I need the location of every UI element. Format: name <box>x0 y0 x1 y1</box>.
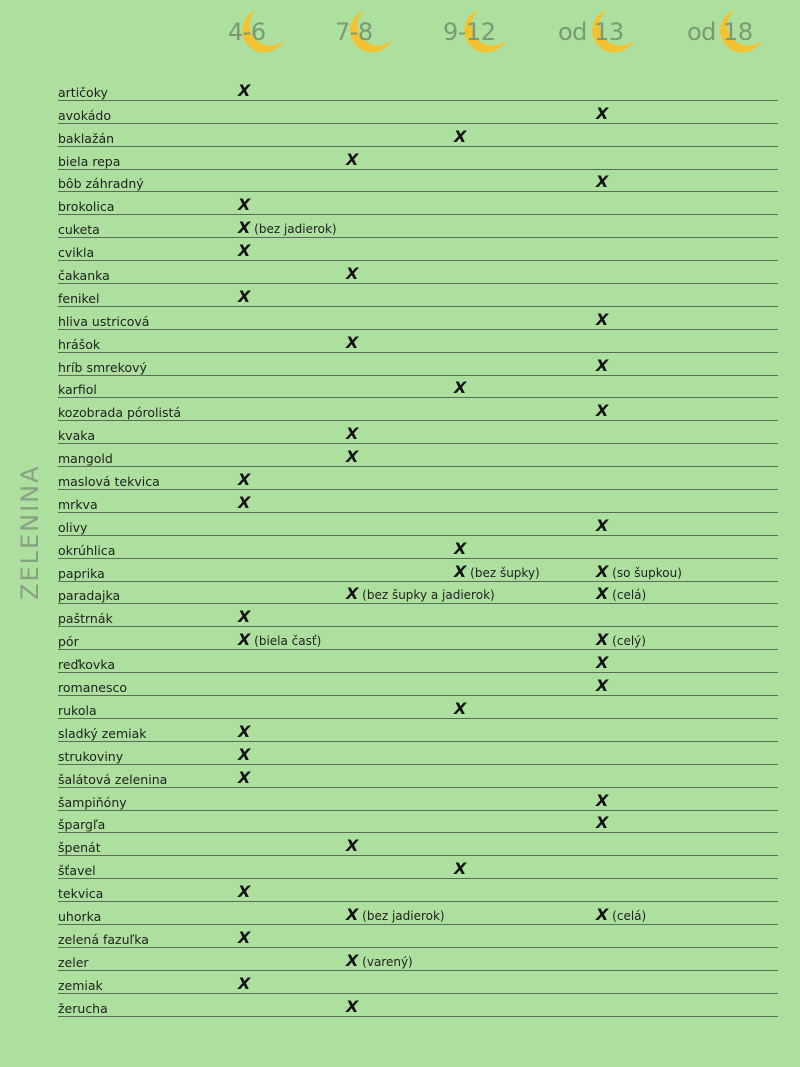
age-mark-cell <box>596 813 608 832</box>
age-mark-cell <box>454 859 466 878</box>
check-mark: X <box>238 882 251 902</box>
table-row <box>58 582 778 605</box>
vegetable-name: strukoviny <box>58 748 124 764</box>
check-mark: X <box>454 859 467 879</box>
check-mark: X <box>238 195 251 215</box>
vegetable-name: hliva ustricová <box>58 313 150 329</box>
check-mark: X <box>238 744 251 764</box>
check-mark: X <box>454 538 467 558</box>
vegetable-name: romanesco <box>58 680 127 696</box>
table-row <box>58 742 778 765</box>
check-mark: X <box>346 584 359 604</box>
age-mark-cell <box>346 836 358 855</box>
age-mark-cell <box>238 493 250 512</box>
check-mark: X <box>238 721 251 741</box>
age-mark-cell <box>596 516 608 535</box>
check-mark: X <box>596 515 609 535</box>
check-mark: X <box>346 149 359 169</box>
table-row <box>58 925 778 948</box>
age-mark-cell <box>238 630 321 649</box>
table-row <box>58 902 778 925</box>
table-row <box>58 307 778 330</box>
vegetable-name: cuketa <box>58 222 100 238</box>
vegetable-name: reďkovka <box>58 657 116 673</box>
vegetable-name: rukola <box>58 702 97 718</box>
age-mark-cell <box>238 195 250 214</box>
vegetable-name: zemiak <box>58 977 103 993</box>
mark-note: (bez jadierok) <box>250 222 337 237</box>
vegetable-name: mangold <box>58 451 113 467</box>
vegetable-name: fenikel <box>58 290 100 306</box>
vegetable-name: zeler <box>58 954 89 970</box>
age-mark-cell <box>346 584 495 603</box>
mark-note: (biela časť) <box>250 634 322 649</box>
age-mark-cell <box>346 951 413 970</box>
check-mark: X <box>346 424 359 444</box>
check-mark: X <box>238 492 251 512</box>
vegetable-name: artičoky <box>58 84 108 100</box>
age-mark-cell <box>596 584 646 603</box>
check-mark: X <box>238 927 251 947</box>
check-mark: X <box>596 561 609 581</box>
table-row <box>58 353 778 376</box>
mark-note: (celá) <box>608 908 647 923</box>
check-mark: X <box>346 996 359 1016</box>
age-mark-cell <box>346 150 358 169</box>
age-mark-cell <box>596 172 608 191</box>
table-row <box>58 650 778 673</box>
vegetable-name: avokádo <box>58 107 111 123</box>
vegetable-name: brokolica <box>58 199 115 215</box>
table-row <box>58 261 778 284</box>
check-mark: X <box>596 355 609 375</box>
table-row <box>58 765 778 788</box>
age-mark-cell <box>238 287 250 306</box>
age-mark-cell <box>238 768 250 787</box>
check-mark: X <box>596 309 609 329</box>
table-row <box>58 101 778 124</box>
table-row <box>58 879 778 902</box>
vegetable-name: maslová tekvica <box>58 474 160 490</box>
mark-note: (so šupkou) <box>608 565 682 580</box>
age-header <box>0 0 800 70</box>
age-label: od 18 <box>687 18 753 46</box>
table-row <box>58 948 778 971</box>
mark-note: (varený) <box>358 954 413 969</box>
table-row <box>58 536 778 559</box>
age-mark-cell <box>346 905 445 924</box>
vegetable-name: špargľa <box>58 817 106 833</box>
check-mark: X <box>596 401 609 421</box>
check-mark: X <box>596 172 609 192</box>
mark-note: (bez jadierok) <box>358 908 445 923</box>
check-mark: X <box>238 241 251 261</box>
check-mark: X <box>238 607 251 627</box>
age-mark-cell <box>454 378 466 397</box>
vegetable-name: hríb smrekový <box>58 359 147 375</box>
check-mark: X <box>346 332 359 352</box>
check-mark: X <box>596 653 609 673</box>
table-row <box>58 192 778 215</box>
table-row <box>58 376 778 399</box>
check-mark: X <box>238 767 251 787</box>
check-mark: X <box>596 584 609 604</box>
vegetable-name: paradajka <box>58 588 121 604</box>
age-mark-cell <box>596 104 608 123</box>
vegetable-name: kozobrada pórolistá <box>58 405 182 421</box>
age-mark-cell <box>596 310 608 329</box>
vegetable-name: čakanka <box>58 268 110 284</box>
vegetable-name: uhorka <box>58 908 102 924</box>
age-mark-cell <box>238 218 337 237</box>
check-mark: X <box>238 630 251 650</box>
table-row <box>58 124 778 147</box>
mark-note: (celá) <box>608 588 647 603</box>
age-mark-cell <box>238 722 250 741</box>
age-mark-cell <box>238 974 250 993</box>
age-label: 7-8 <box>335 18 373 46</box>
age-column-header <box>0 6 800 62</box>
vegetable-table <box>58 78 778 1017</box>
check-mark: X <box>454 126 467 146</box>
table-row <box>58 78 778 101</box>
table-row <box>58 833 778 856</box>
check-mark: X <box>238 80 251 100</box>
table-row <box>58 170 778 193</box>
age-mark-cell <box>454 127 466 146</box>
vegetable-name: olivy <box>58 519 88 535</box>
table-row <box>58 398 778 421</box>
check-mark: X <box>238 286 251 306</box>
age-mark-cell <box>238 882 250 901</box>
check-mark: X <box>346 950 359 970</box>
vegetable-name: pór <box>58 634 79 650</box>
check-mark: X <box>596 904 609 924</box>
check-mark: X <box>596 676 609 696</box>
age-mark-cell <box>346 424 358 443</box>
check-mark: X <box>346 836 359 856</box>
table-row <box>58 215 778 238</box>
table-row <box>58 467 778 490</box>
age-mark-cell <box>238 241 250 260</box>
check-mark: X <box>596 630 609 650</box>
age-mark-cell <box>596 791 608 810</box>
check-mark: X <box>454 378 467 398</box>
age-mark-cell <box>596 676 608 695</box>
age-mark-cell <box>238 81 250 100</box>
table-row <box>58 627 778 650</box>
vegetable-name: bôb záhradný <box>58 176 144 192</box>
table-row <box>58 788 778 811</box>
vegetable-name: mrkva <box>58 496 98 512</box>
check-mark: X <box>346 904 359 924</box>
age-label: 9-12 <box>443 18 496 46</box>
age-mark-cell <box>454 699 466 718</box>
table-row <box>58 811 778 834</box>
check-mark: X <box>454 561 467 581</box>
vegetable-name: biela repa <box>58 153 121 169</box>
table-row <box>58 673 778 696</box>
age-label: 4-6 <box>228 18 266 46</box>
vegetable-name: kvaka <box>58 428 95 444</box>
table-row <box>58 719 778 742</box>
age-mark-cell <box>596 630 646 649</box>
mark-note: (celý) <box>608 634 646 649</box>
check-mark: X <box>596 813 609 833</box>
table-row <box>58 238 778 261</box>
age-mark-cell <box>454 562 540 581</box>
table-row <box>58 444 778 467</box>
age-mark-cell <box>346 447 358 466</box>
check-mark: X <box>596 790 609 810</box>
age-mark-cell <box>454 539 466 558</box>
vegetable-name: karfiol <box>58 382 97 398</box>
table-row <box>58 994 778 1017</box>
check-mark: X <box>596 103 609 123</box>
table-row <box>58 330 778 353</box>
age-mark-cell <box>596 356 608 375</box>
category-label: ZELENINA <box>16 464 44 600</box>
table-row <box>58 559 778 582</box>
vegetable-name: zelená fazuľka <box>58 931 149 947</box>
table-row <box>58 604 778 627</box>
vegetable-name: šťavel <box>58 863 96 879</box>
table-row <box>58 421 778 444</box>
age-mark-cell <box>346 333 358 352</box>
mark-note: (bez šupky a jadierok) <box>358 588 495 603</box>
check-mark: X <box>454 698 467 718</box>
age-mark-cell <box>346 997 358 1016</box>
mark-note: (bez šupky) <box>466 565 540 580</box>
vegetable-name: žerucha <box>58 1000 108 1016</box>
vegetable-name: paštrnák <box>58 611 113 627</box>
vegetable-name: paprika <box>58 565 105 581</box>
age-mark-cell <box>238 470 250 489</box>
vegetable-name: sladký zemiak <box>58 725 147 741</box>
table-row <box>58 696 778 719</box>
age-mark-cell <box>596 653 608 672</box>
vegetable-name: okrúhlica <box>58 542 116 558</box>
check-mark: X <box>346 447 359 467</box>
vegetable-name: baklažán <box>58 130 115 146</box>
age-mark-cell <box>346 264 358 283</box>
table-row <box>58 147 778 170</box>
check-mark: X <box>238 470 251 490</box>
age-mark-cell <box>238 607 250 626</box>
table-row <box>58 490 778 513</box>
table-row <box>58 856 778 879</box>
vegetable-name: tekvica <box>58 886 104 902</box>
vegetable-name: špenát <box>58 840 101 856</box>
check-mark: X <box>238 218 251 238</box>
table-row <box>58 971 778 994</box>
check-mark: X <box>238 973 251 993</box>
vegetable-name: šampiňóny <box>58 794 127 810</box>
table-row <box>58 513 778 536</box>
check-mark: X <box>346 264 359 284</box>
age-mark-cell <box>238 745 250 764</box>
vegetable-name: cvikla <box>58 245 95 261</box>
age-mark-cell <box>596 562 682 581</box>
age-label: od 13 <box>558 18 624 46</box>
table-row <box>58 284 778 307</box>
vegetable-name: hrášok <box>58 336 101 352</box>
age-mark-cell <box>596 401 608 420</box>
age-mark-cell <box>596 905 646 924</box>
vegetable-name: šalátová zelenina <box>58 771 168 787</box>
age-mark-cell <box>238 928 250 947</box>
